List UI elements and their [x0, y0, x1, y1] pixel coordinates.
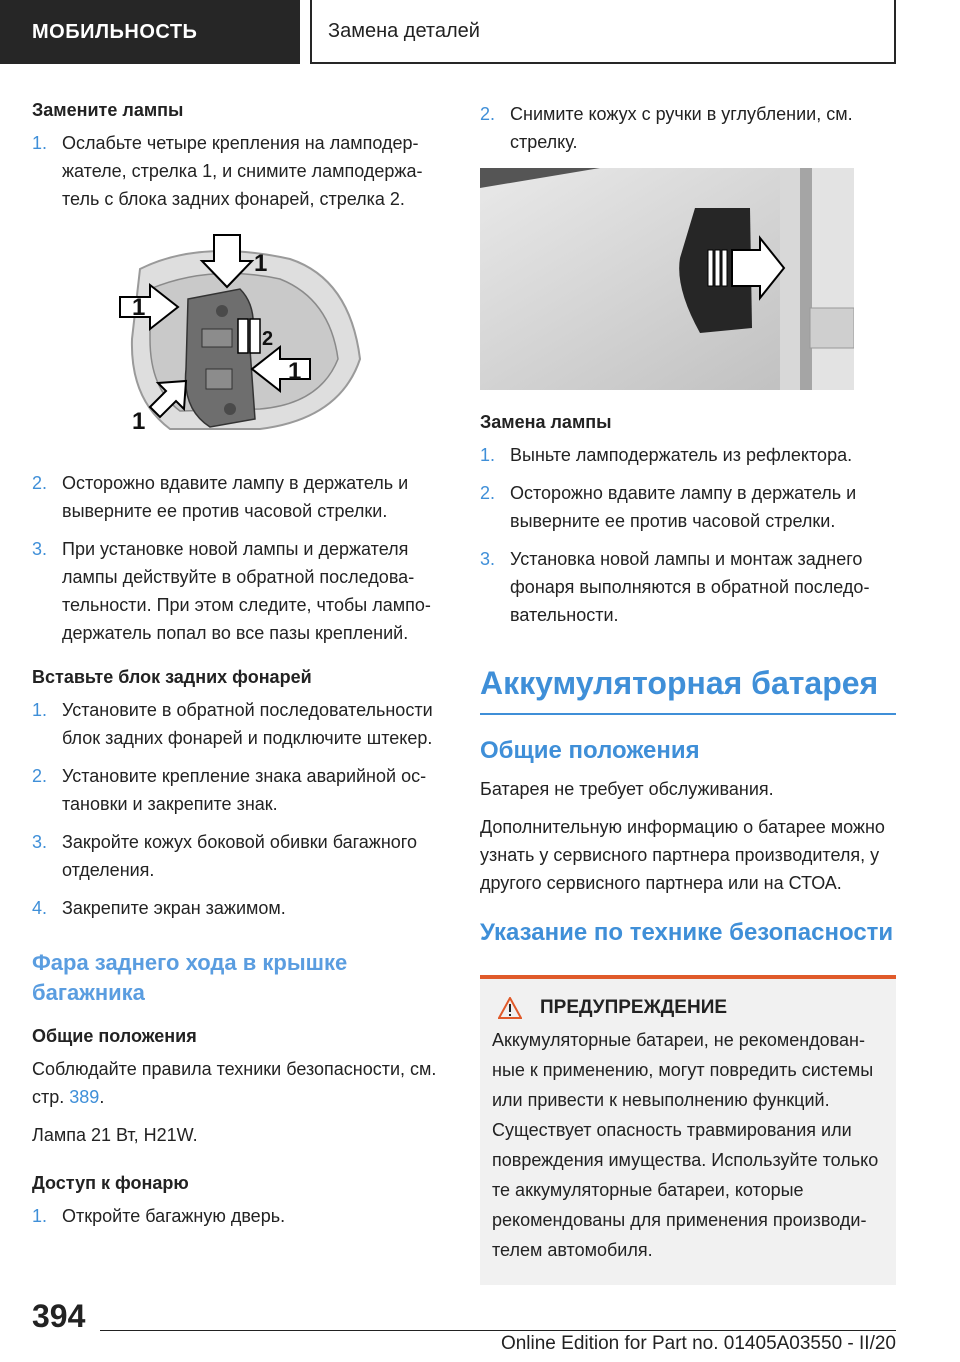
list-item — [32, 696, 452, 752]
footer-edition: Online Edition for Part no. 01405A03550 - II/20 — [500, 1333, 896, 1354]
safety-reference-lead: Соблюдайте правила техники безопасности, см. стр. — [32, 1059, 437, 1107]
access-heading: Доступ к фонарю — [32, 1173, 189, 1193]
tail-light-lampholder-figure — [110, 229, 370, 453]
reverse-light-general-heading: Общие положения — [32, 1026, 197, 1046]
header-section-title: МОБИЛЬНОСТЬ — [32, 20, 198, 43]
step-text: Снимите кожух с ручки в углублении, см. стрелку. — [510, 104, 853, 152]
list-item — [480, 545, 896, 629]
battery-heading: Аккумуляторная батарея — [480, 663, 896, 715]
step-text: Установка новой лампы и монтаж заднего фонаря выполняются в обратной последовательности. — [510, 549, 870, 625]
reverse-light-heading: Фара заднего хода в крышке багажника — [32, 950, 348, 1005]
battery-info-text: Дополнительную информацию о батарее можно узнать у сервисного партнера производителя, у другого сервисного партнера или на СТОА. — [480, 817, 885, 893]
step-number: 1. — [32, 133, 48, 153]
safety-reference-text — [32, 1055, 452, 1111]
handle-cover-figure — [480, 168, 854, 390]
page-reference-link[interactable]: 389 — [69, 1087, 100, 1107]
step-number: 1. — [32, 1206, 48, 1226]
warning-title: ПРЕДУПРЕЖДЕНИЕ — [540, 997, 728, 1018]
step-number: 2. — [32, 766, 48, 786]
header-chapter-tab — [310, 0, 896, 64]
safety-heading: Указание по технике безопасности — [480, 919, 894, 946]
list-item — [32, 828, 452, 884]
figure-label-1-top: 1 — [254, 250, 268, 277]
step-text: Установите в обратной последовательности блок задних фонарей и подключите штекер. — [62, 700, 433, 748]
warning-triangle-icon — [498, 997, 522, 1019]
figure-label-2: 2 — [262, 328, 274, 350]
list-item — [32, 894, 452, 922]
step-text: Осторожно вдавите лампу в держатель и выверните ее против часовой стрелки. — [62, 473, 409, 521]
cover-removal-steps — [480, 100, 896, 156]
step-text: Закрепите экран зажимом. — [62, 898, 286, 918]
replace-lamps-steps-continued — [32, 469, 452, 647]
step-number: 3. — [32, 539, 48, 559]
step-text: Установите крепление знака аварийной остановки и закрепите знак. — [62, 766, 427, 814]
warning-header — [498, 997, 884, 1019]
list-item — [480, 479, 896, 535]
safety-reference-end: . — [99, 1087, 105, 1107]
figure-label-1-right: 1 — [288, 358, 302, 385]
step-text: Ослабьте четыре крепления на ламподержателе, стрелка 1, и снимите ламподержатель с блока задних фонарей, стрелка 2. — [62, 133, 423, 209]
header-section-tab — [0, 0, 300, 64]
step-text: Закройте кожух боковой обивки багажного отделения. — [62, 832, 417, 880]
footer-divider — [100, 1330, 896, 1331]
step-number: 2. — [32, 473, 48, 493]
access-steps — [32, 1202, 452, 1230]
warning-box — [480, 975, 896, 1285]
left-column — [32, 100, 452, 1240]
lamp-spec-text: Лампа 21 Вт, H21W. — [32, 1125, 198, 1145]
step-number: 3. — [480, 549, 496, 569]
insert-block-steps — [32, 696, 452, 922]
page-number: 394 — [32, 1298, 86, 1334]
step-number: 4. — [32, 898, 48, 918]
insert-block-heading: Вставьте блок задних фонарей — [32, 667, 312, 687]
list-item — [480, 441, 896, 469]
right-column — [480, 100, 896, 1285]
battery-maintenance-text: Батарея не требует обслуживания. — [480, 779, 774, 799]
header-chapter-title: Замена деталей — [328, 19, 480, 42]
list-item — [32, 762, 452, 818]
figure-label-1-left: 1 — [132, 294, 146, 321]
list-item — [32, 129, 452, 213]
battery-general-heading: Общие положения — [480, 737, 700, 764]
list-item — [480, 100, 896, 156]
figure-label-1-bottom: 1 — [132, 408, 146, 435]
list-item — [32, 469, 452, 525]
step-number: 2. — [480, 483, 496, 503]
lamp-change-steps — [480, 441, 896, 629]
step-text: Выньте ламподержатель из рефлектора. — [510, 445, 853, 465]
replace-lamps-heading: Замените лампы — [32, 100, 184, 120]
warning-text: Аккумуляторные батареи, не рекомендованные к применению, могут повредить системы или привести к невыполнению функций. Существует опасность травмирования или повреждения имущества. Используйте только те аккумуляторные батареи, которые рекомендованы для применения производителем автомобиля. — [492, 1030, 879, 1260]
lamp-change-heading: Замена лампы — [480, 412, 612, 432]
step-text: При установке новой лампы и держателя лампы действуйте в обратной последовательности. При этом следите, чтобы ламподержатель попал во все пазы креплений. — [62, 539, 431, 643]
step-number: 3. — [32, 832, 48, 852]
list-item — [32, 535, 452, 647]
step-number: 1. — [480, 445, 496, 465]
replace-lamps-steps — [32, 129, 452, 213]
step-number: 2. — [480, 104, 496, 124]
step-text: Осторожно вдавите лампу в держатель и выверните ее против часовой стрелки. — [510, 483, 857, 531]
step-text: Откройте багажную дверь. — [62, 1206, 286, 1226]
step-number: 1. — [32, 700, 48, 720]
list-item — [32, 1202, 452, 1230]
